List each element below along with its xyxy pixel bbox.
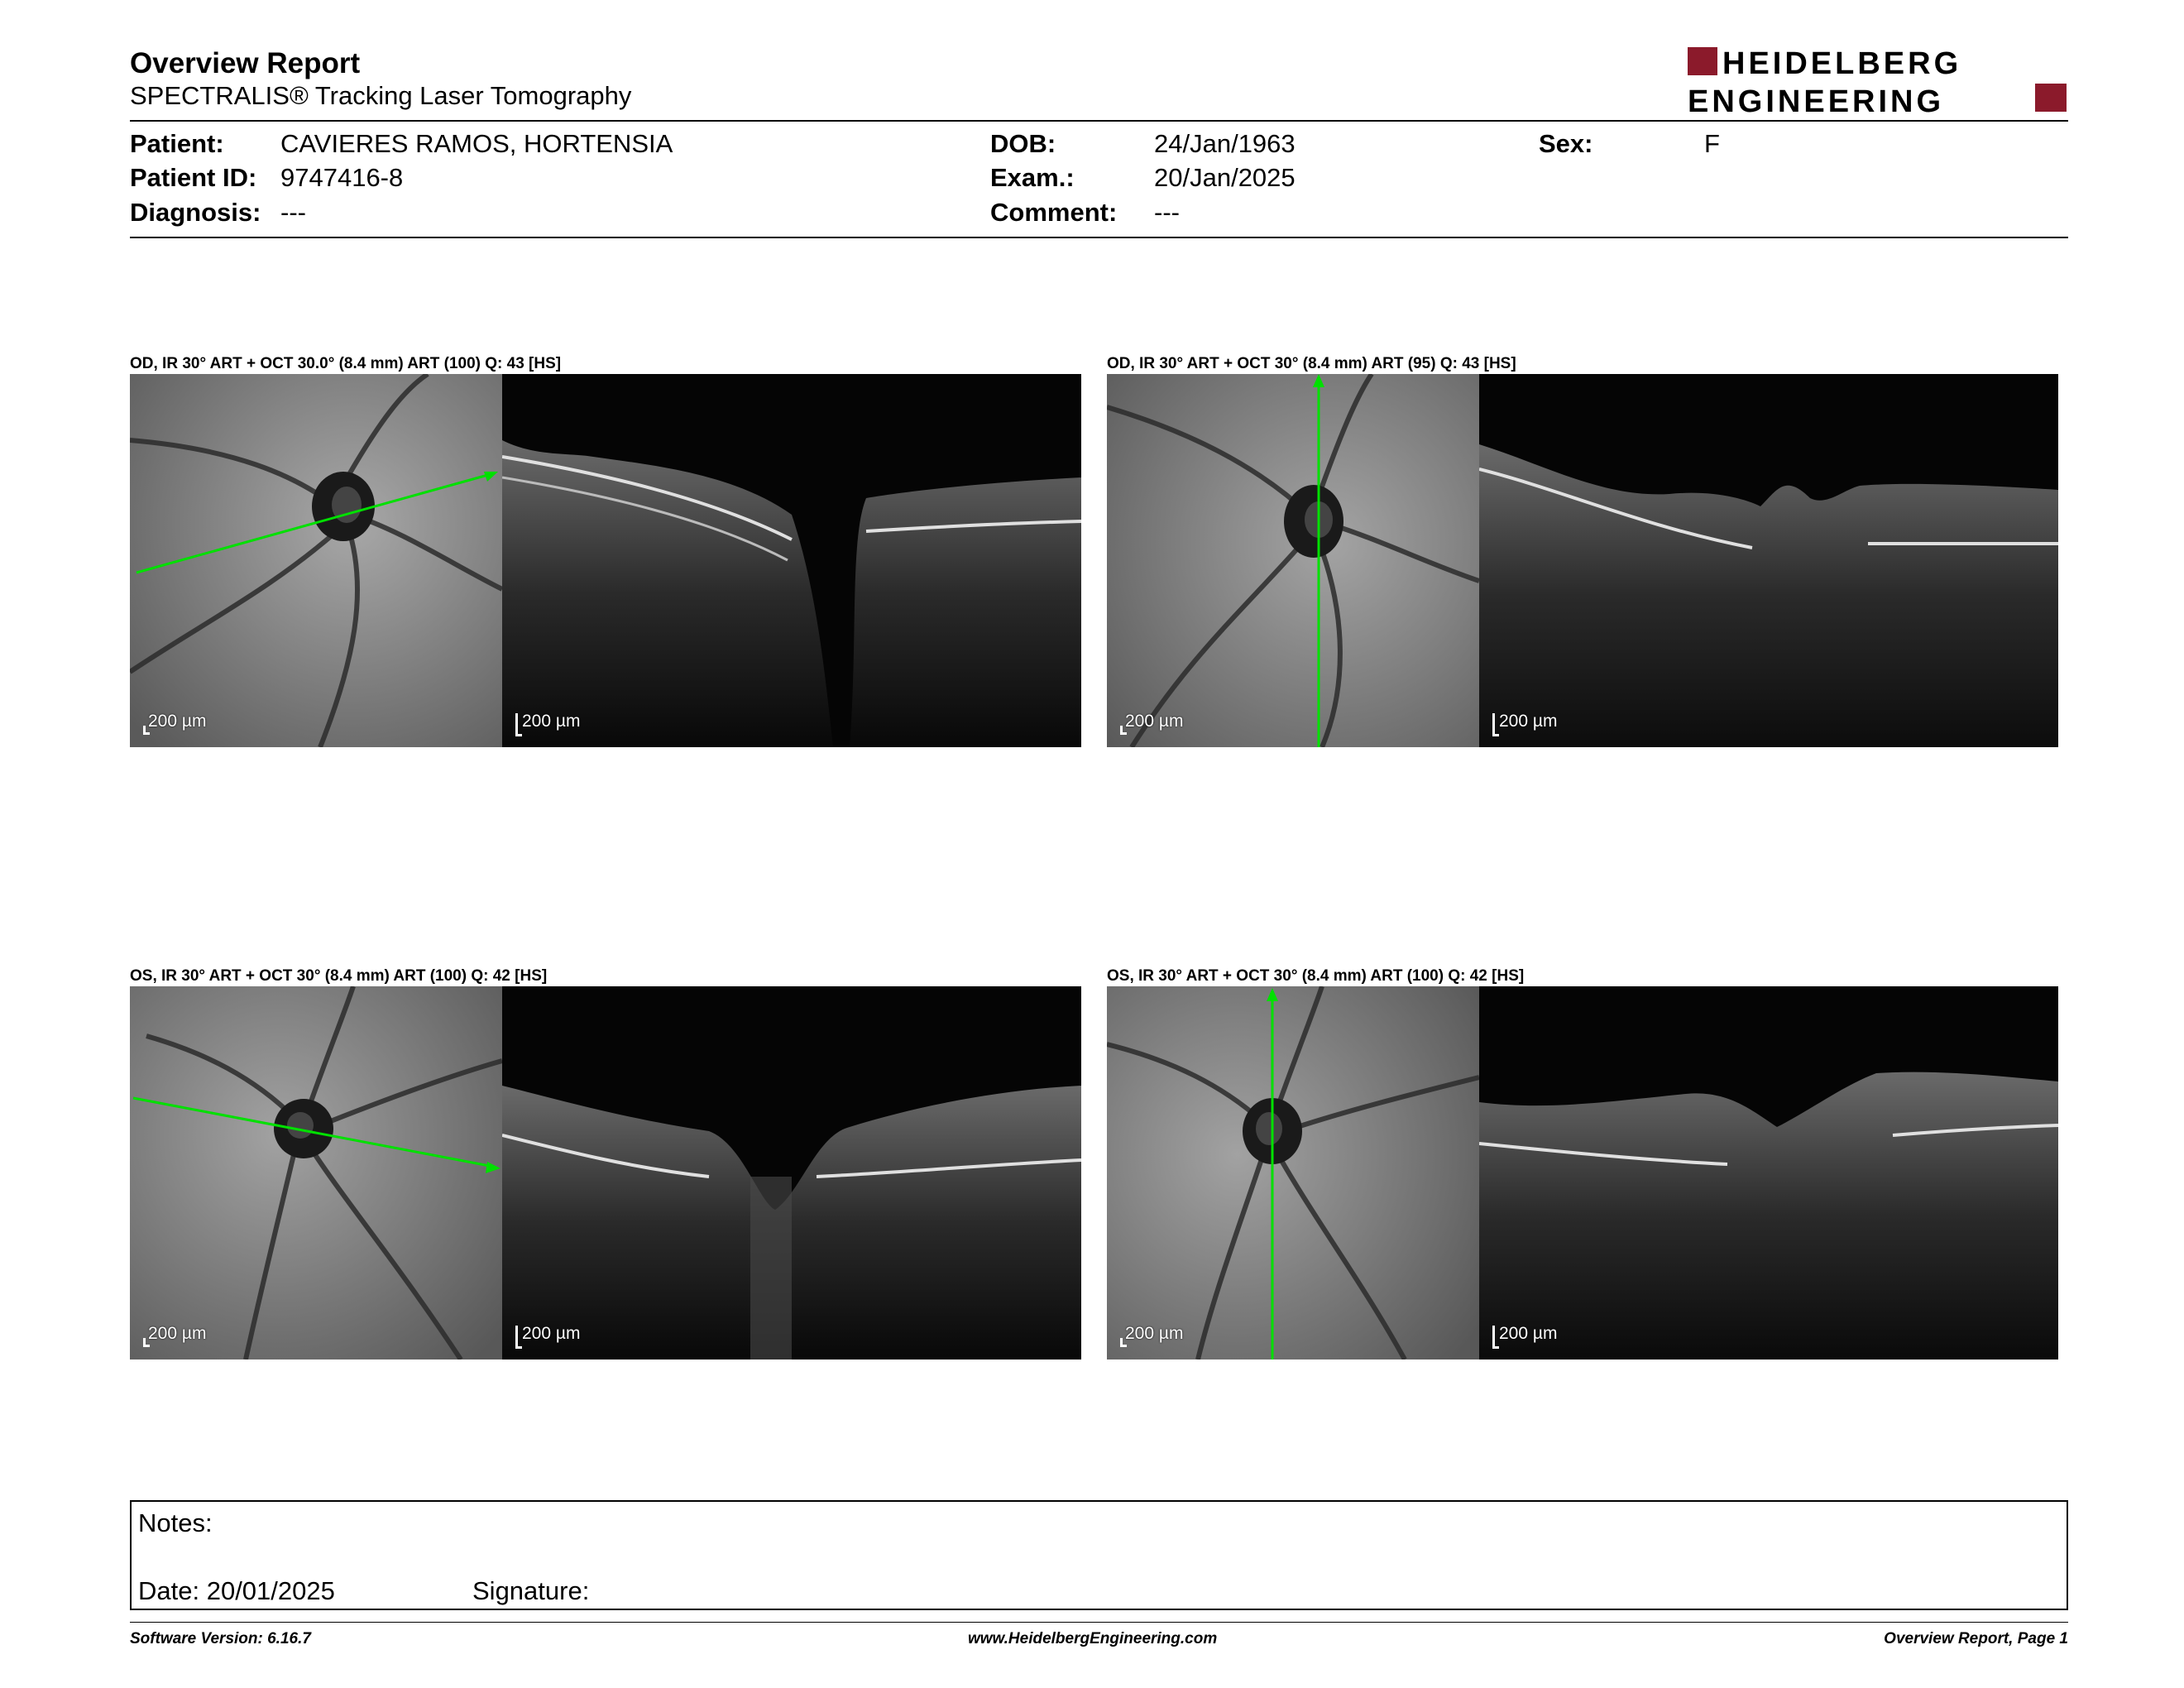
info-rule xyxy=(130,237,2068,238)
exam-label: Exam.: xyxy=(990,163,1075,192)
scan-panel-os-horizontal xyxy=(130,986,1073,1360)
header-rule xyxy=(130,120,2068,122)
signature-label: Signature: xyxy=(472,1576,590,1605)
oct-bscan-image[interactable] xyxy=(1479,374,2058,747)
diagnosis-label: Diagnosis: xyxy=(130,198,261,227)
fundus-scale-label: 200 µm xyxy=(148,712,207,731)
heidelberg-logo xyxy=(1688,46,2068,116)
oct-bscan-image[interactable] xyxy=(502,374,1081,747)
page-number: Overview Report, Page 1 xyxy=(1884,1630,2068,1647)
bscan-scale-label: 200 µm xyxy=(522,1324,581,1343)
comment-label: Comment: xyxy=(990,198,1118,227)
scan-panel-os-vertical xyxy=(1107,986,2050,1360)
scale-bar xyxy=(515,1326,522,1349)
notes-label: Notes: xyxy=(138,1508,213,1537)
logo-text-bottom: ENGINEERING xyxy=(1688,84,1945,116)
panel-caption: OS, IR 30° ART + OCT 30° (8.4 mm) ART (100) Q: 42 [HS] xyxy=(1107,967,1525,985)
fundus-image[interactable] xyxy=(1107,374,1479,747)
panel-caption: OS, IR 30° ART + OCT 30° (8.4 mm) ART (100) Q: 42 [HS] xyxy=(130,967,548,985)
scan-panel-od-horizontal xyxy=(130,374,1073,747)
fundus-image[interactable] xyxy=(130,986,502,1360)
oct-bscan-image[interactable] xyxy=(1479,986,2058,1360)
patient-label: Patient: xyxy=(130,129,224,158)
report-title: Overview Report xyxy=(130,47,361,79)
panel-caption: OD, IR 30° ART + OCT 30° (8.4 mm) ART (95) Q: 43 [HS] xyxy=(1107,355,1516,372)
fundus-image[interactable] xyxy=(130,374,502,747)
patient-name: CAVIERES RAMOS, HORTENSIA xyxy=(280,129,673,158)
panel-caption: OD, IR 30° ART + OCT 30.0° (8.4 mm) ART (100) Q: 43 [HS] xyxy=(130,355,562,372)
footer-rule xyxy=(130,1622,2068,1623)
fundus-scale-label: 200 µm xyxy=(148,1324,207,1343)
scale-bar xyxy=(1492,713,1499,736)
patient-id-label: Patient ID: xyxy=(130,163,257,192)
bscan-scale-label: 200 µm xyxy=(522,712,581,731)
dob-label: DOB: xyxy=(990,129,1056,158)
website-link[interactable]: www.HeidelbergEngineering.com xyxy=(968,1630,1218,1647)
fundus-scale-label: 200 µm xyxy=(1125,1324,1184,1343)
sex-value: F xyxy=(1704,129,1720,158)
fundus-image[interactable] xyxy=(1107,986,1479,1360)
bscan-scale-label: 200 µm xyxy=(1499,1324,1558,1343)
scan-panel-od-vertical xyxy=(1107,374,2050,747)
comment-value: --- xyxy=(1154,198,1180,227)
diagnosis-value: --- xyxy=(280,198,306,227)
patient-id-value: 9747416-8 xyxy=(280,163,404,192)
scale-bar xyxy=(1492,1326,1499,1349)
scale-bar xyxy=(515,713,522,736)
sex-label: Sex: xyxy=(1539,129,1593,158)
oct-bscan-image[interactable] xyxy=(502,986,1081,1360)
exam-value: 20/Jan/2025 xyxy=(1154,163,1296,192)
dob-value: 24/Jan/1963 xyxy=(1154,129,1296,158)
logo-text-top: HEIDELBERG xyxy=(1722,46,1962,81)
software-version: Software Version: 6.16.7 xyxy=(130,1630,311,1647)
date-label: Date: 20/01/2025 xyxy=(138,1576,335,1605)
bscan-scale-label: 200 µm xyxy=(1499,712,1558,731)
notes-box[interactable] xyxy=(130,1500,2068,1610)
report-subtitle: SPECTRALIS® Tracking Laser Tomography xyxy=(130,81,632,110)
fundus-scale-label: 200 µm xyxy=(1125,712,1184,731)
